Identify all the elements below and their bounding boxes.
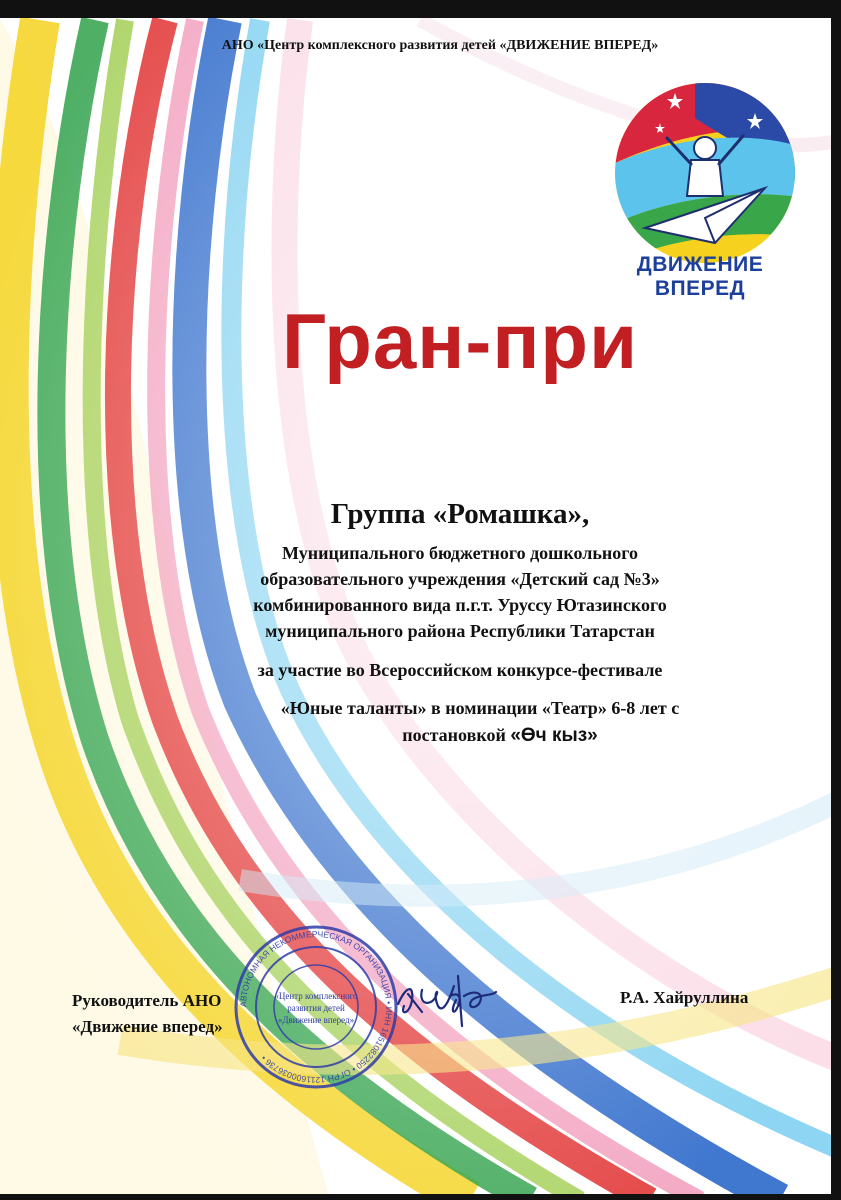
institution-line: комбинированного вида п.г.т. Уруссу Ютазинского (253, 595, 667, 615)
reason-line: за участие во Всероссийском конкурсе-фестивале (257, 660, 663, 680)
signatory-name: Р.А. Хайруллина (620, 988, 749, 1007)
reason-prefix: постановкой (402, 725, 506, 745)
stamp-center-line: «Центр комплексного (274, 991, 358, 1001)
institution-line: муниципального района Республики Татарстан (265, 621, 655, 641)
institution-line: образовательного учреждения «Детский сад №3» (260, 569, 660, 589)
reason-line: «Юные таланты» в номинации «Театр» 6-8 лет с (280, 698, 680, 718)
organization-name: АНО «Центр комплексного развития детей «ДВИЖЕНИЕ ВПЕРЕД» (221, 38, 659, 53)
play-title: «Өч кыз» (510, 725, 598, 746)
award-title: Гран-при (281, 297, 639, 385)
signatory-title-line: Руководитель АНО (72, 991, 222, 1010)
recipient-name: Группа «Ромашка», (330, 498, 590, 530)
signatory-title-line: «Движение вперед» (72, 1017, 223, 1036)
logo-caption: ДВИЖЕНИЕ ВПЕРЕД (636, 253, 764, 300)
stamp-center-line: «Движение вперед» (277, 1015, 355, 1025)
stamp-ring-text: АВТОНОМНАЯ НЕКОММЕРЧЕСКАЯ ОРГАНИЗАЦИЯ • ИНН 1651082250 • ОГРН 1211600036736 • (237, 928, 395, 1086)
institution-line: Муниципального бюджетного дошкольного (282, 543, 638, 563)
stamp-center-line: развития детей (287, 1003, 345, 1013)
